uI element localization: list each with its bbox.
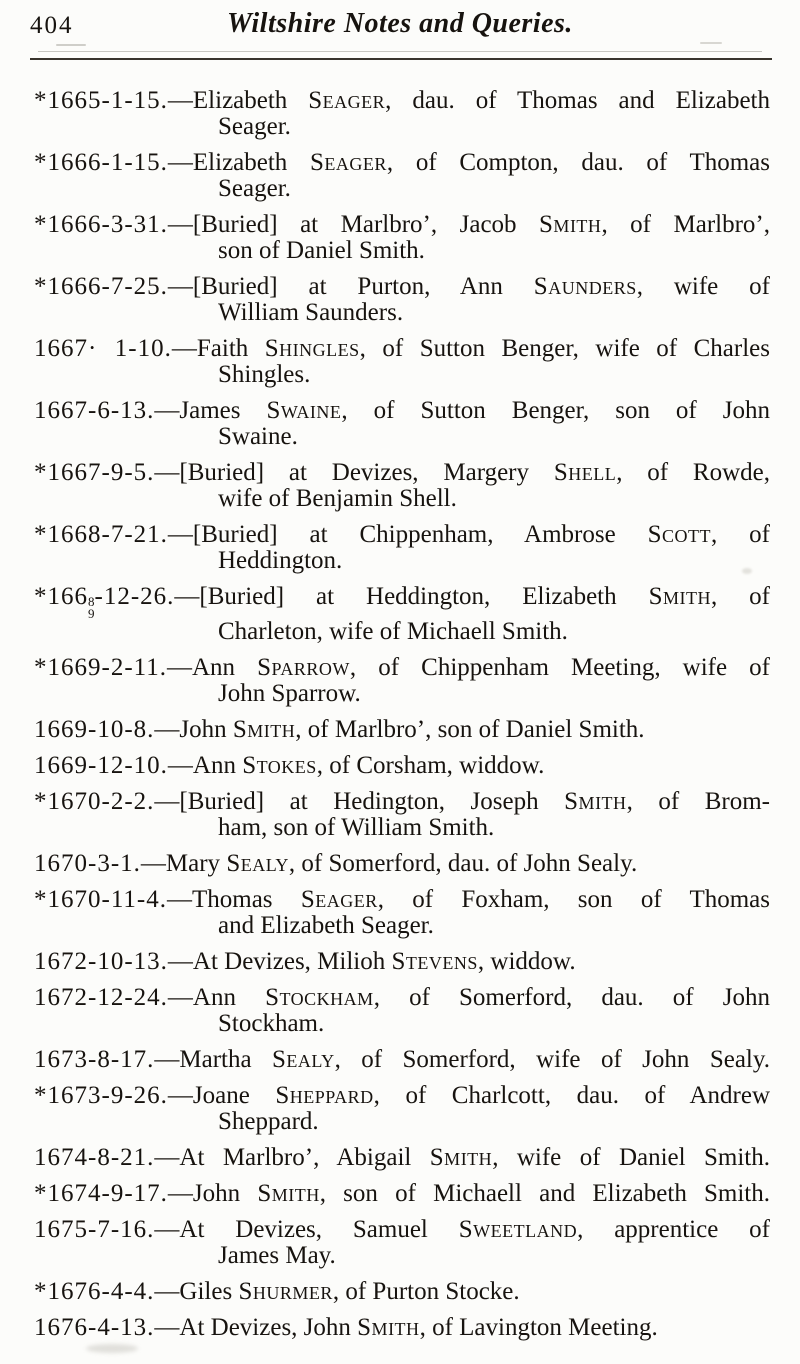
record-text: —[Buried] at Purton, Ann: [167, 273, 534, 300]
record-text: —Ann: [166, 654, 258, 682]
record-text: —Giles: [154, 1278, 239, 1306]
record-surname: Stokes: [242, 752, 317, 780]
record-entry: [34, 336, 770, 388]
record-line: [34, 1145, 770, 1171]
record-surname: Swaine: [266, 397, 342, 424]
record-date: *1666-3-31.: [34, 211, 168, 238]
record-text: —Ann: [167, 984, 266, 1012]
record-date: *1674-9-17.: [34, 1180, 168, 1208]
record-entry: [34, 274, 770, 326]
record-text: , of: [710, 583, 770, 610]
record-line: [34, 851, 770, 877]
record-text: —[Buried] at Chippenham, Ambrose: [167, 521, 648, 548]
record-entry: [34, 522, 770, 574]
record-text: —At Devizes, John: [154, 1314, 358, 1342]
record-line-continuation: [34, 1109, 770, 1135]
record-entry: [34, 212, 770, 264]
record-surname: Seager: [308, 87, 386, 114]
record-line: [34, 1181, 770, 1207]
record-surname: Smith: [429, 1144, 493, 1172]
record-text: , of Somerford, dau. of John Sealy.: [288, 850, 638, 878]
record-text: —[Buried] at Marlbro’, Jacob: [167, 211, 540, 238]
record-line: [34, 212, 770, 238]
record-entry: [34, 1181, 770, 1207]
record-text: , of Marlbro’,: [601, 211, 770, 238]
record-date: *1670-2-2.: [34, 788, 155, 816]
record-entry: [34, 655, 770, 707]
record-text: , of Marlbro’, son of Daniel Smith.: [295, 716, 645, 744]
record-text: wife of Benjamin Shell.: [218, 485, 457, 512]
record-date: *166: [34, 583, 88, 610]
record-line-continuation: [34, 300, 770, 326]
record-line: [34, 460, 770, 486]
record-entry: [34, 717, 770, 743]
record-text: , of Compton, dau. of Thomas: [386, 149, 770, 176]
record-line-continuation: [34, 238, 770, 264]
record-date: *1667-9-5.: [34, 459, 155, 486]
record-text: —[Buried] at Devizes, Margery: [154, 459, 554, 486]
record-line: [34, 88, 770, 114]
record-surname: Shingles: [264, 335, 360, 362]
record-text: —Elizabeth: [167, 149, 310, 176]
record-entry: [34, 398, 770, 450]
record-line: [34, 150, 770, 176]
record-line: [34, 1315, 770, 1341]
record-text: and Elizabeth Seager.: [218, 912, 434, 940]
record-text: , of Sutton Benger, son of John: [341, 397, 770, 424]
record-text: —At Devizes, Milioh: [167, 948, 392, 976]
record-text: , of Sutton Benger, wife of Charles: [359, 335, 770, 362]
record-text: , of Foxham, son of Thomas: [377, 886, 771, 914]
record-surname: Sweetland: [458, 1216, 578, 1244]
record-line-continuation: [34, 424, 770, 450]
record-entry: [34, 1315, 770, 1341]
record-text: Seager.: [218, 113, 291, 140]
record-line-continuation: [34, 486, 770, 512]
record-surname: Sparrow: [257, 654, 350, 682]
record-surname: Shell: [553, 459, 617, 486]
record-text: Stockham.: [218, 1010, 325, 1038]
record-date: 1669-12-10.: [34, 752, 168, 780]
record-date: 1673-8-17.: [34, 1046, 155, 1074]
record-line-continuation: [34, 815, 770, 841]
record-date: *1668-7-21.: [34, 521, 168, 548]
record-entry: [34, 584, 770, 645]
record-entry: [34, 949, 770, 975]
record-line: [34, 1047, 770, 1073]
record-text: , of Brom-: [626, 788, 770, 816]
record-surname: Smith: [564, 788, 627, 816]
record-line: [34, 1217, 770, 1243]
record-text: Sheppard.: [218, 1108, 319, 1136]
header-rule-light: [38, 51, 762, 52]
record-surname: Stevens: [391, 948, 478, 976]
record-entry: [34, 1279, 770, 1305]
record-line-continuation: [34, 176, 770, 202]
record-surname: Seager: [310, 149, 387, 176]
record-text: , dau. of Thomas and Elizabeth: [385, 87, 770, 114]
record-entry: [34, 753, 770, 779]
record-date: 1667· 1-10.: [34, 335, 172, 362]
split-year: 8 9: [88, 593, 95, 621]
record-text: , of Rowde,: [616, 459, 770, 486]
record-surname: Sheppard: [275, 1082, 374, 1110]
record-line-continuation: [34, 913, 770, 939]
record-text: , widdow.: [477, 948, 576, 976]
record-text: Seager.: [218, 175, 291, 202]
record-text: , of: [711, 521, 771, 548]
record-text: James May.: [218, 1242, 336, 1270]
record-text: —At Marlbro’, Abigail: [154, 1144, 430, 1172]
record-text: , wife of Daniel Smith.: [492, 1144, 770, 1172]
record-date: 1669-10-8.: [34, 716, 155, 744]
record-text: —Mary: [140, 850, 227, 878]
record-text: , son of Michaell and Elizabeth Smith.: [319, 1180, 770, 1208]
scan-smudge: [86, 1344, 138, 1353]
record-line: [34, 789, 770, 815]
page-title: Wiltshire Notes and Queries.: [227, 8, 573, 39]
record-text: , of Charlcott, dau. of Andrew: [373, 1082, 771, 1110]
record-line: [34, 522, 770, 548]
record-line: [34, 717, 770, 743]
record-date: 1675-7-16.: [34, 1216, 155, 1244]
record-line: [34, 887, 770, 913]
record-entry: [34, 88, 770, 140]
record-text: —[Buried] at Heddington, Elizabeth: [174, 583, 649, 610]
record-line: [34, 1279, 770, 1305]
record-line-continuation: [34, 362, 770, 388]
record-text: —Faith: [171, 335, 265, 362]
record-text: —Thomas: [166, 886, 301, 914]
record-date: *1666-1-15.: [34, 149, 168, 176]
record-date: 1676-4-13.: [34, 1314, 155, 1342]
record-surname: Sealy: [272, 1046, 335, 1074]
record-entry: [34, 985, 770, 1037]
record-date: *1666-7-25.: [34, 273, 168, 300]
record-surname: Smith: [539, 211, 602, 238]
record-text: , of Lavington Meeting.: [419, 1314, 658, 1342]
record-entry: [34, 851, 770, 877]
record-entry: [34, 460, 770, 512]
record-line-continuation: [34, 548, 770, 574]
record-text: , wife of: [636, 273, 770, 300]
record-text: , of Chippenham Meeting, wife of: [349, 654, 770, 682]
record-text: Heddington.: [218, 547, 343, 574]
record-text: —Elizabeth: [167, 87, 309, 114]
record-text: , of Somerford, dau. of John: [373, 984, 770, 1012]
record-date: *1670-11-4.: [34, 886, 167, 914]
record-surname: Seager: [300, 886, 378, 914]
record-date: *1665-1-15.: [34, 87, 168, 114]
record-surname: Smith: [357, 1314, 420, 1342]
record-surname: Saunders: [533, 273, 637, 300]
record-text: Swaine.: [218, 423, 298, 450]
record-line: [34, 336, 770, 362]
record-line-continuation: [34, 1243, 770, 1269]
record-date: 1672-12-24.: [34, 984, 168, 1012]
record-text: —James: [154, 397, 267, 424]
record-entry: [34, 1217, 770, 1269]
record-text: John Sparrow.: [218, 680, 361, 708]
record-entry: [34, 1145, 770, 1171]
record-text: Charleton, wife of Michaell Smith.: [218, 618, 568, 646]
page-header: [0, 0, 800, 62]
record-surname: Scott: [647, 521, 712, 548]
record-date: 1670-3-1.: [34, 850, 141, 878]
record-entry: [34, 1083, 770, 1135]
record-text: —John: [154, 716, 233, 744]
record-text: son of Daniel Smith.: [218, 237, 425, 264]
record-line: [34, 753, 770, 779]
record-text: —Ann: [167, 752, 243, 780]
record-entry: [34, 887, 770, 939]
record-text: , of Somerford, wife of John Sealy.: [334, 1046, 770, 1074]
record-line: [34, 985, 770, 1011]
record-entry: [34, 789, 770, 841]
record-text: ham, son of William Smith.: [218, 814, 495, 842]
record-line-continuation: [34, 681, 770, 707]
record-text: —Martha: [154, 1046, 273, 1074]
record-surname: Stockham: [265, 984, 374, 1012]
record-line-continuation: [34, 114, 770, 140]
record-line-continuation: [34, 619, 770, 645]
record-date: *1673-9-26.: [34, 1082, 168, 1110]
record-line: [34, 949, 770, 975]
record-text: —John: [167, 1180, 258, 1208]
record-entry: [34, 1047, 770, 1073]
record-text: , apprentice of: [577, 1216, 770, 1244]
page-number: 404: [30, 12, 74, 39]
record-date: -12-26.: [94, 583, 175, 610]
record-text: —At Devizes, Samuel: [154, 1216, 459, 1244]
record-date: 1674-8-21.: [34, 1144, 155, 1172]
record-text: , of Purton Stocke.: [332, 1278, 520, 1306]
record-line: [34, 1083, 770, 1109]
record-surname: Smith: [648, 583, 711, 610]
record-text: Shingles.: [218, 361, 311, 388]
record-line: [34, 584, 770, 619]
record-line-continuation: [34, 1011, 770, 1037]
record-surname: Shurmer: [238, 1278, 333, 1306]
record-surname: Smith: [232, 716, 296, 744]
record-text: William Saunders.: [218, 299, 404, 326]
record-surname: Sealy: [226, 850, 289, 878]
record-line: [34, 398, 770, 424]
record-text: , of Corsham, widdow.: [316, 752, 545, 780]
record-date: *1676-4-4.: [34, 1278, 155, 1306]
record-line: [34, 655, 770, 681]
record-text: —[Buried] at Hedington, Joseph: [154, 788, 565, 816]
header-rule: [30, 58, 772, 60]
record-surname: Smith: [257, 1180, 320, 1208]
record-text: —Joane: [167, 1082, 276, 1110]
records-list: [0, 62, 800, 1341]
record-date: *1669-2-11.: [34, 654, 167, 682]
record-date: 1667-6-13.: [34, 397, 155, 424]
record-line: [34, 274, 770, 300]
record-entry: [34, 150, 770, 202]
record-date: 1672-10-13.: [34, 948, 168, 976]
